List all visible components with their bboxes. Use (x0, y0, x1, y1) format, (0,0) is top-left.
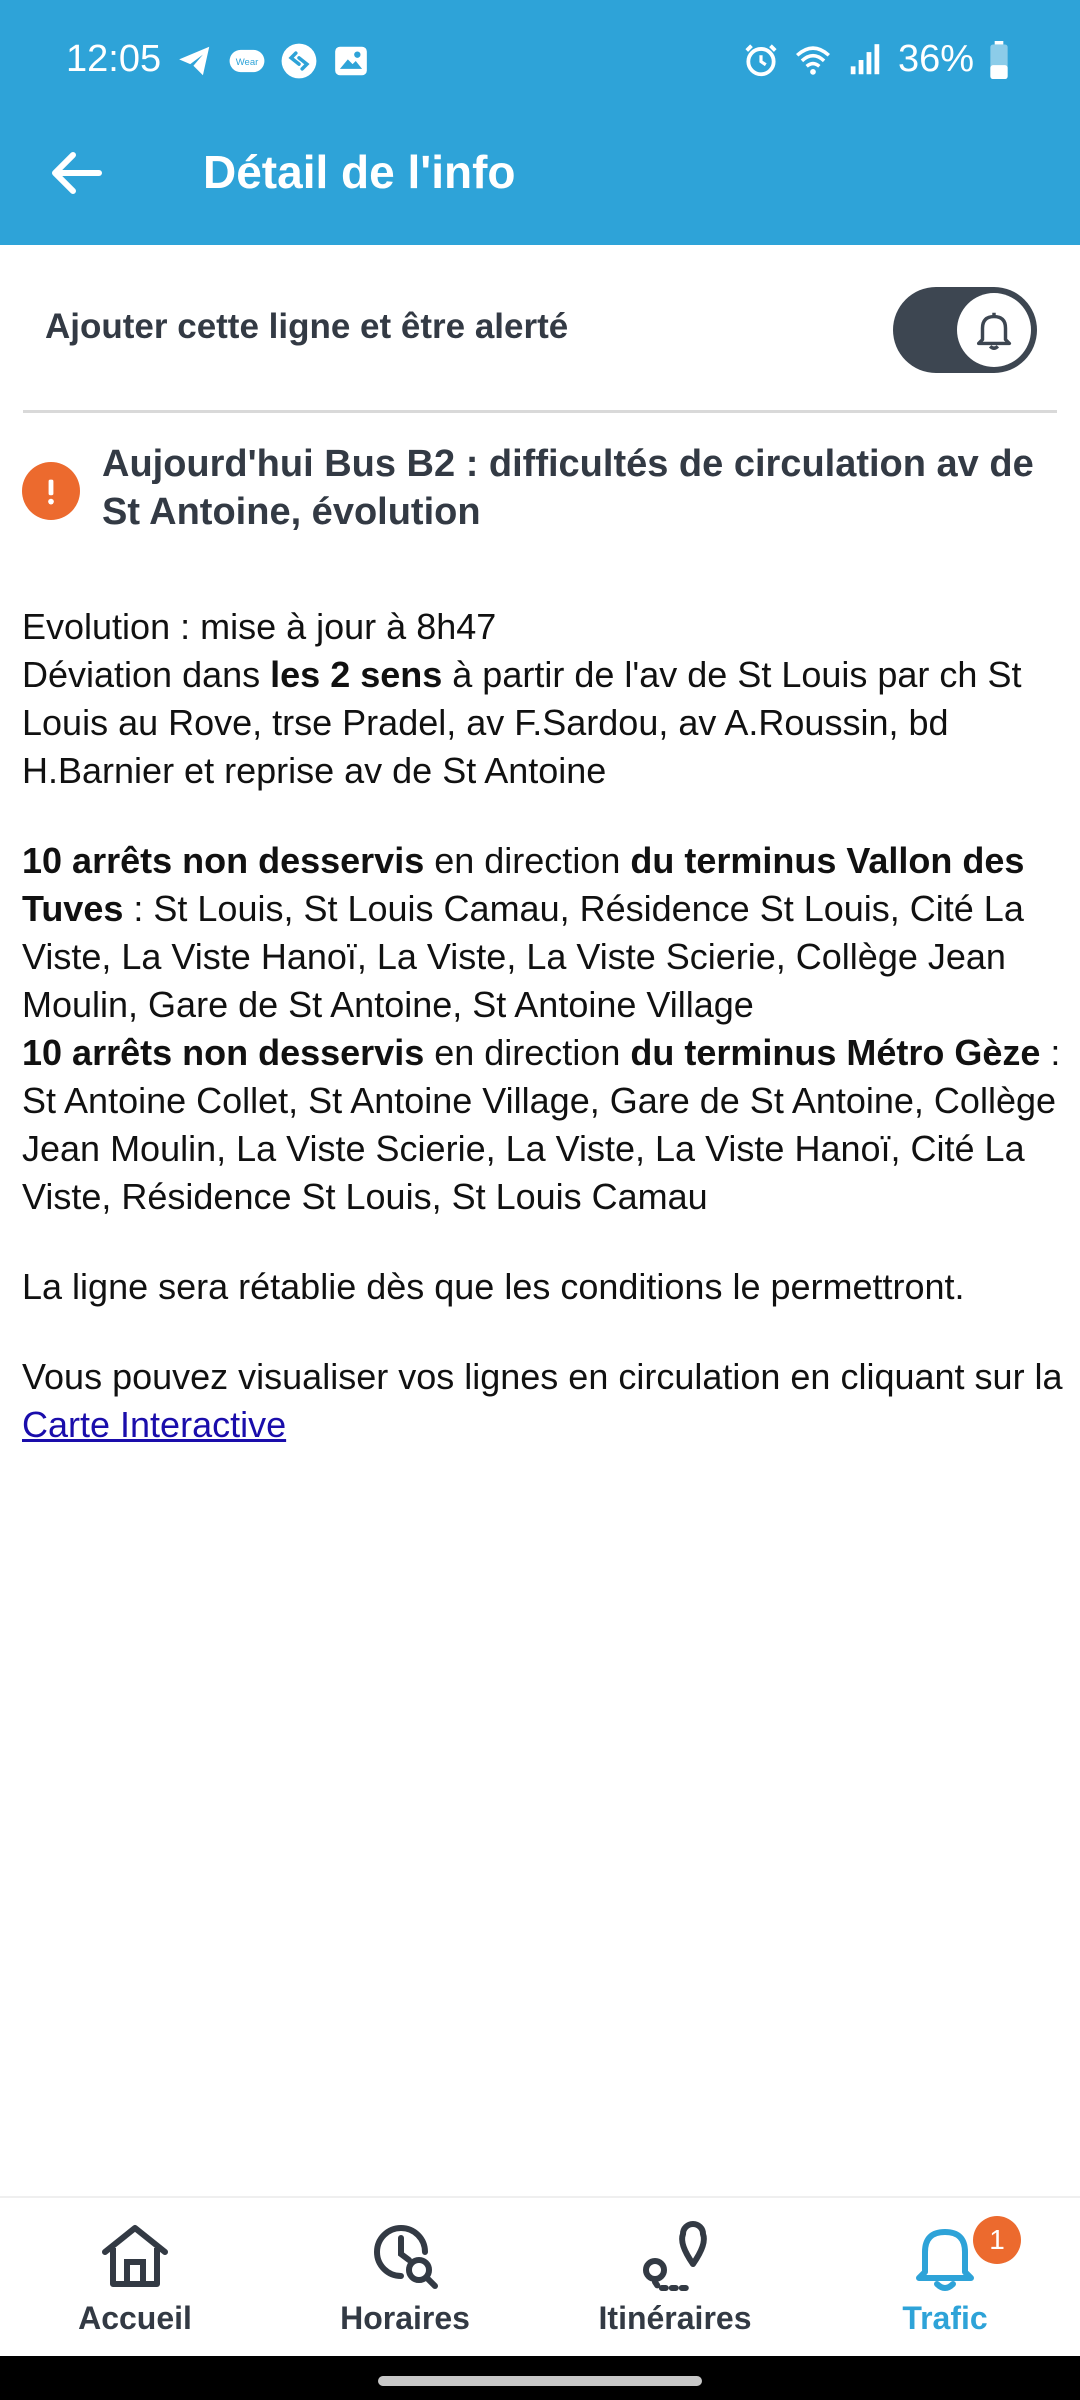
nav-label: Horaires (340, 2300, 470, 2336)
battery-percent: 36% (897, 38, 974, 80)
text: : St Louis, St Louis Camau, Résidence St Louis, Cité La Viste, La Viste Hanoï, La Viste, La Viste Scierie, Collège Jean Moulin, Gare de St Antoine, St Antoine Village (22, 888, 1024, 1025)
update-line: Evolution : mise à jour à 8h47 (22, 606, 497, 647)
nav-accueil[interactable] (0, 2216, 270, 2356)
clock-search-icon (365, 2216, 445, 2296)
info-title: Aujourd'hui Bus B2 : difficultés de circulation av de St Antoine, évolution (102, 443, 1034, 533)
divider (23, 410, 1057, 413)
paragraph-stops-geze (22, 1029, 1067, 1221)
nav-trafic[interactable] (810, 2216, 1080, 2356)
alert-row (0, 245, 1080, 410)
route-icon (635, 2216, 715, 2296)
bold-text: du terminus Vallon des Tuves (22, 840, 1025, 929)
nav-itineraires[interactable] (540, 2216, 810, 2356)
system-nav-bar (0, 2356, 1080, 2400)
text: à partir de l'av de St Louis par ch St Louis au Rove, trse Pradel, av F.Sardou, av A.Roussin, bd H.Barnier et reprise av de St Antoine (22, 654, 1022, 791)
alert-toggle[interactable] (893, 287, 1037, 373)
back-button[interactable] (42, 138, 112, 208)
arrow-left-icon (51, 151, 103, 195)
home-icon (95, 2216, 175, 2296)
bell-icon (905, 2216, 985, 2296)
battery-icon (988, 41, 1010, 79)
telegram-icon (176, 42, 214, 80)
shazam-icon (280, 42, 318, 80)
nav-label: Itinéraires (598, 2300, 752, 2336)
info-body (22, 603, 1067, 1449)
paragraph-restore: La ligne sera rétablie dès que les conditions le permettront. (22, 1266, 965, 1307)
bold-text: 10 arrêts non desservis (22, 840, 425, 881)
text: Vous pouvez visualiser vos lignes en circulation en cliquant sur la (22, 1356, 1063, 1397)
wear-icon (228, 42, 266, 80)
notification-badge: 1 (973, 2216, 1021, 2264)
bold-text: du terminus Métro Gèze (630, 1032, 1041, 1073)
text: Déviation dans (22, 654, 271, 695)
nav-horaires[interactable] (270, 2216, 540, 2356)
app-header (0, 0, 1080, 245)
paragraph-map (22, 1353, 1067, 1449)
status-right (742, 38, 1010, 81)
signal-icon (846, 41, 884, 79)
paragraph-evolution (22, 603, 1067, 795)
wifi-icon (794, 41, 832, 79)
status-time: 12:05 (66, 38, 162, 80)
nav-label: Trafic (902, 2300, 988, 2336)
bold-text: les 2 sens (270, 654, 443, 695)
warning-icon (22, 462, 80, 520)
home-gesture-bar[interactable] (378, 2376, 702, 2386)
text: en direction (424, 1032, 631, 1073)
interactive-map-link[interactable]: Carte Interactive (22, 1404, 287, 1445)
toggle-knob (957, 293, 1031, 367)
paragraph-stops-vallon (22, 837, 1067, 1029)
text: en direction (424, 840, 631, 881)
page-title: Détail de l'info (203, 146, 516, 198)
status-bar (0, 0, 1080, 120)
toolbar (0, 120, 1080, 245)
text: : St Antoine Collet, St Antoine Village, Gare de St Antoine, Collège Jean Moulin, La Viste Scierie, La Viste, La Viste Hanoï, Cité La Viste, Résidence St Louis, St Louis Camau (22, 1032, 1061, 1217)
nav-label: Accueil (78, 2300, 192, 2336)
gallery-icon (332, 42, 370, 80)
alert-label: Ajouter cette ligne et être alerté (45, 307, 569, 346)
bold-text: 10 arrêts non desservis (22, 1032, 425, 1073)
alarm-icon (742, 41, 780, 79)
notification-icons (176, 42, 370, 80)
svg-text:Wear: Wear (235, 56, 259, 68)
bottom-nav (0, 2196, 1080, 2356)
bell-icon (971, 307, 1017, 353)
